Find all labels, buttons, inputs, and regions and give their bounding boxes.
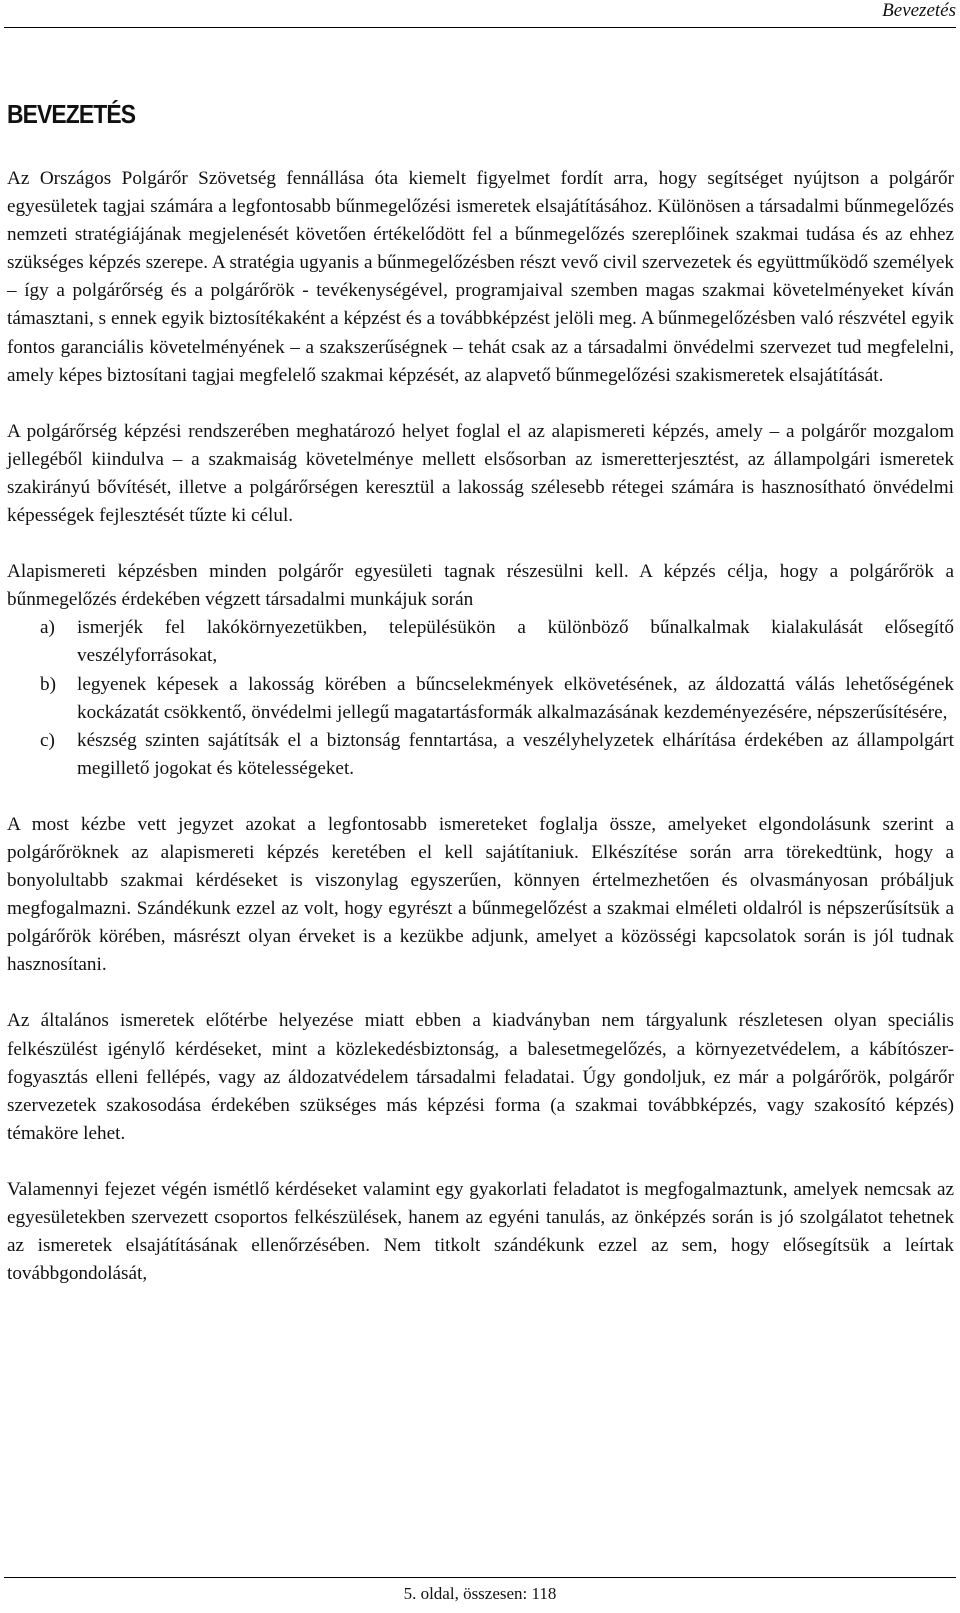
- list-item-text: ismerjék fel lakókörnyezetükben, településükön a különböző bűnalkalmak kialakulását elősegítő veszélyforrásokat,: [77, 617, 954, 667]
- list-item: [7, 727, 954, 783]
- paragraph-training-goal: Alapismereti képzésben minden polgárőr egyesületi tagnak részesülni kell. A képzés célja, hogy a polgárőrök a bűnmegelőzés érdekében végzett társadalmi munkájuk során: [7, 561, 954, 611]
- paragraph-intro: Az Országos Polgárőr Szövetség fennállása óta kiemelt figyelmet fordít arra, hogy segítséget nyújtson a polgárőr egyesületek tagjai számára a legfontosabb bűnmegelőzési ismeretek elsajátításához. Különösen a társadalmi bűnmegelőzés nemzeti stratégiájának megjelenését követően értékelődött fel a bűnmegelőzés szereplőinek szakmai tudása és az ehhez szükséges képzés szerepe. A stratégia ugyanis a bűnmegelőzésben részt vevő civil szervezetek és együttműködő személyek – így a polgárőrség és a polgárőrök - tevékenységével, programjaival szemben magas szakmai követelményeket kíván támasztani, s ennek egyik biztosítékaként a képzést és a továbbképzést jelöli meg. A bűnmegelőzésben való részvétel egyik fontos garanciális követelményének – a szakszerűségnek – tehát csak az a társadalmi önvédelmi szervezet tud megfelelni, amely képes biztosítani tagjai megfelelő szakmai képzését, az alapvető bűnmegelőzési szakismeretek elsajátítását.: [7, 168, 954, 386]
- running-header-title: Bevezetés: [882, 0, 956, 21]
- paragraph-scope: Az általános ismeretek előtérbe helyezése miatt ebben a kiadványban nem tárgyalunk részletesen olyan speciális felkészülést igénylő kérdéseket, mint a közlekedésbiztonság, a balesetmegelőzés, a környezetvédelem, a kábítószer-fogyasztás elleni fellépés, vagy az áldozatvédelem társadalmi feladatai. Úgy gondoljuk, ez már a polgárőrök, polgárőr szervezetek szakosodása érdekében szükséges más képzési forma (a szakmai továbbképzés, vagy szakosító képzés) témaköre lehet.: [7, 1010, 954, 1144]
- list-marker: a): [40, 617, 55, 639]
- list-item-text: készség szinten sajátítsák el a biztonság fenntartása, a veszélyhelyzetek elhárítása érdekében az állampolgárt megillető jogokat és kötelességeket.: [77, 729, 954, 779]
- list-item: [7, 614, 954, 670]
- paragraph-notes-purpose: A most kézbe vett jegyzet azokat a legfontosabb ismereteket foglalja össze, amelyeket elgondolásunk szerint a polgárőröknek az alapismereti képzés keretében el kell sajátítaniuk. Elkészítése során arra törekedtünk, hogy a bonyolultabb szakmai kérdéseket is viszonylag egyszerűen, könnyen értelmezhetően és olvasmányosan próbáljuk megfogalmazni. Szándékunk ezzel az volt, hogy egyrészt a bűnmegelőzést a szakmai elméleti oldalról is népszerűsítsük a polgárőrök körében, másrészt olyan érveket is a kezükbe adjunk, amelyet a közösségi kapcsolatok során is jól tudnak hasznosítani.: [7, 813, 954, 976]
- header-divider: [4, 27, 956, 28]
- footer-divider: [4, 1577, 956, 1578]
- goal-list: [7, 614, 954, 783]
- paragraph-review-questions: Valamennyi fejezet végén ismétlő kérdéseket valamint egy gyakorlati feladatot is megfogalmaztunk, amelyek nemcsak az egyesületekben szervezett csoportos felkészülések, hanem az egyéni tanulás, az önképzés során is jó szolgálatot tehetnek az ismeretek elsajátításának ellenőrzésében. Nem titkolt szándékunk ezzel az sem, hogy elősegítsük a leírtak továbbgondolását,: [7, 1178, 954, 1285]
- list-item-text: legyenek képesek a lakosság körében a bűncselekmények elkövetésének, az áldozattá válás lehetőségének kockázatát csökkentő, önvédelmi jellegű magatartásformák alkalmazásának kezdeményezésére, népszerűsítésére,: [77, 673, 954, 723]
- page-number: 5. oldal, összesen: 118: [403, 1584, 557, 1603]
- page-title: BEVEZETÉS: [7, 99, 136, 129]
- document-body: [7, 165, 954, 1316]
- list-marker: c): [40, 729, 55, 751]
- list-item: [7, 671, 954, 727]
- paragraph-training-system: A polgárőrség képzési rendszerében meghatározó helyet foglal el az alapismereti képzés, amely – a polgárőr mozgalom jellegéből kiindulva – a szakmaiság követelménye mellett elsősorban az ismeretterjesztést, az állampolgári ismeretek szakirányú bővítését, illetve a polgárőrségen keresztül a lakosság szélesebb rétegei számára is hasznosítható önvédelmi képességek fejlesztését tűzte ki célul.: [7, 420, 954, 527]
- list-marker: b): [40, 673, 56, 695]
